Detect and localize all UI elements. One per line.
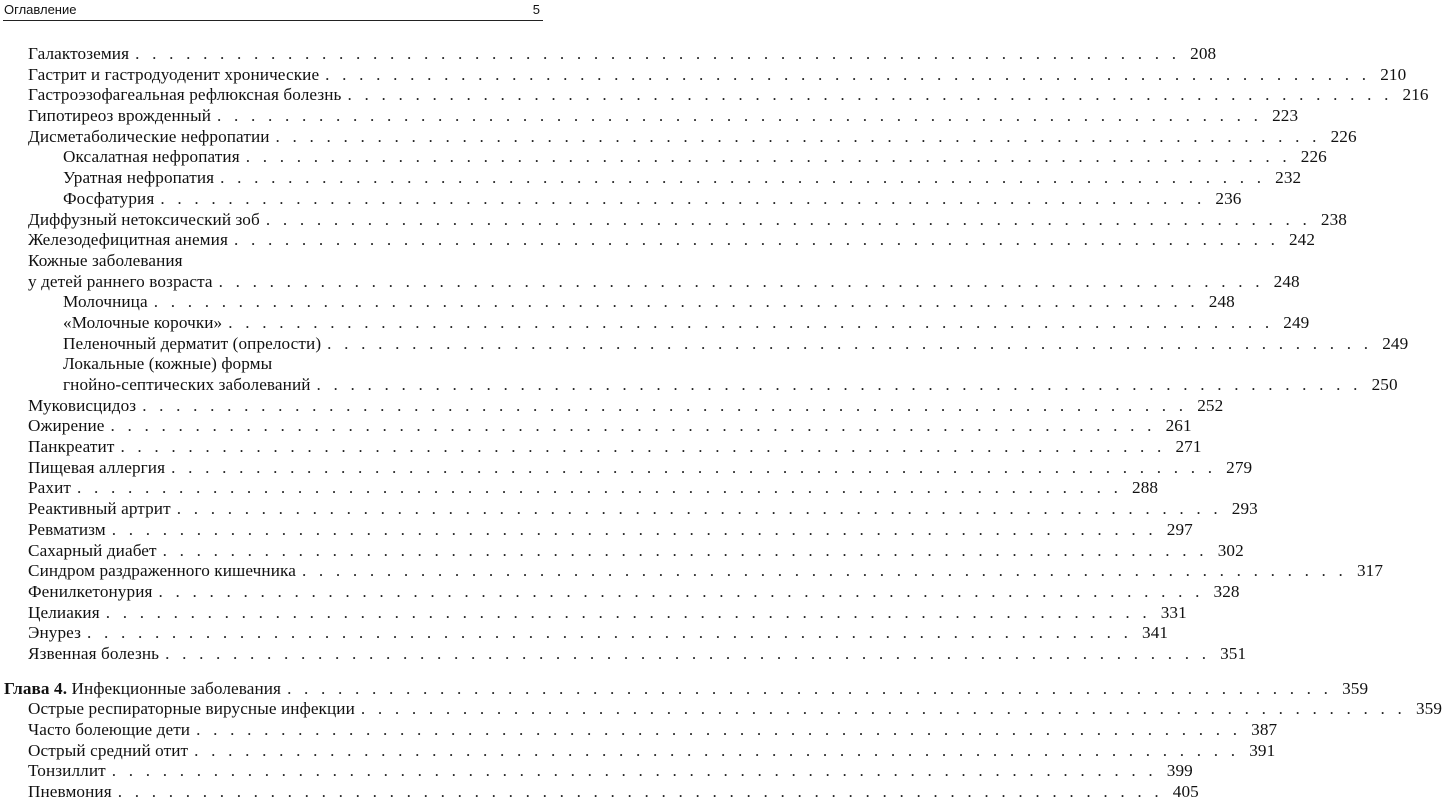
toc-leader-dots: . . . . . . . . . . . . . . . . . . . . . . . . . . . . . . . . . . . . . . . . . . . . . . . . . . . . . . . . . . . . . . bbox=[111, 761, 1157, 781]
toc-entry-page: 261 bbox=[1165, 416, 1192, 436]
toc-entry-title: «Молочные корочки» bbox=[63, 312, 223, 332]
toc-entry-title: у детей раннего возраста bbox=[28, 271, 213, 291]
toc-leader-dots: . . . . . . . . . . . . . . . . . . . . . . . . . . . . . . . . . . . . . . . . . . . . . . . . . . . . . . . . . . . . . . bbox=[120, 437, 1166, 457]
toc-entry-line bbox=[28, 251, 536, 272]
toc-entry-title: Рахит bbox=[28, 478, 71, 498]
toc-entry bbox=[0, 354, 546, 375]
toc-entry-title: Гипотиреоз врожденный bbox=[28, 106, 212, 126]
toc-entry-line bbox=[28, 478, 1159, 499]
toc-entry bbox=[0, 699, 1442, 720]
toc-entry-title: Дисметаболические нефропатии bbox=[28, 126, 270, 146]
toc-entry-title: Локальные (кожные) формы bbox=[63, 354, 273, 374]
toc-entry-page: 293 bbox=[1231, 499, 1258, 519]
chapter-name: Инфекционные заболевания bbox=[71, 678, 282, 698]
toc-entry-title: Язвенная болезнь bbox=[28, 643, 160, 663]
toc-entry bbox=[0, 416, 1192, 437]
toc-entry-page: 250 bbox=[1371, 375, 1398, 394]
toc-entry-line bbox=[28, 64, 1407, 86]
toc-leader-dots: . . . . . . . . . . . . . . . . . . . . . . . . . . . . . . . . . . . . . . . . . . . . . . . . . . . . . . . . . . . . . . bbox=[105, 602, 1151, 622]
toc-leader-dots: . . . . . . . . . . . . . . . . . . . . . . . . . . . . . . . . . . . . . . . . . . . . . . . . . . . . . . . . . . . . . . bbox=[194, 740, 1240, 760]
toc-entry bbox=[0, 540, 1244, 562]
chapter-heading-line bbox=[4, 678, 1369, 700]
chapter-heading bbox=[0, 678, 1369, 700]
toc-leader-dots: . . . . . . . . . . . . . . . . . . . . . . . . . . . . . . . . . . . . . . . . . . . . . . . . . . . . . . . . . . . . . . bbox=[165, 643, 1211, 663]
toc-entry-page: 279 bbox=[1226, 457, 1253, 477]
toc-entry-page: 351 bbox=[1220, 643, 1247, 663]
toc-entry-title: гнойно-септических заболеваний bbox=[63, 375, 311, 394]
toc-entry-title: Пневмония bbox=[28, 782, 112, 802]
toc-entry bbox=[0, 519, 1193, 541]
running-title: Оглавление bbox=[4, 2, 77, 17]
toc-entry-page: 223 bbox=[1272, 106, 1299, 126]
page-header bbox=[0, 0, 546, 22]
toc-entry-line bbox=[28, 106, 1299, 127]
toc-entry-page: 226 bbox=[1300, 147, 1327, 167]
toc-entry-title: Панкреатит bbox=[28, 437, 115, 457]
toc-entry bbox=[0, 643, 1247, 665]
chapter-label: Глава 4. bbox=[4, 678, 68, 698]
toc-entry-line bbox=[63, 147, 1327, 168]
toc-entry-title: Сахарный диабет bbox=[28, 540, 157, 560]
toc-entry-line bbox=[28, 782, 1199, 803]
toc-leader-dots: . . . . . . . . . . . . . . . . . . . . . . . . . . . . . . . . . . . . . . . . . . . . . . . . . . . . . . . . . . . . . . bbox=[77, 478, 1123, 498]
toc-entry bbox=[0, 64, 1407, 86]
toc-leader-dots: . . . . . . . . . . . . . . . . . . . . . . . . . . . . . . . . . . . . . . . . . . . . . . . . . . . . . . . . . . . . . . bbox=[160, 188, 1206, 208]
toc-entry-title: Оксалатная нефропатия bbox=[63, 147, 240, 167]
toc-entry bbox=[0, 478, 1159, 499]
toc-entry bbox=[0, 602, 1187, 624]
toc-entry-page: 391 bbox=[1249, 740, 1276, 760]
toc-entry-title: Ожирение bbox=[28, 416, 105, 436]
toc-leader-dots: . . . . . . . . . . . . . . . . . . . . . . . . . . . . . . . . . . . . . . . . . . . . . . . . . . . . . . . . . . . . . . bbox=[316, 375, 1362, 394]
toc-entry-line bbox=[28, 44, 1217, 65]
toc-entry bbox=[0, 271, 1300, 293]
toc-entry bbox=[0, 209, 1347, 231]
toc-entry bbox=[0, 188, 1242, 210]
toc-leader-dots: . . . . . . . . . . . . . . . . . . . . . . . . . . . . . . . . . . . . . . . . . . . . . . . . . . . . . . . . . . . . . . bbox=[153, 292, 1199, 312]
toc-entry-title: Галактоземия bbox=[28, 44, 130, 63]
toc-entry bbox=[0, 561, 1384, 582]
toc-leader-dots: . . . . . . . . . . . . . . . . . . . . . . . . . . . . . . . . . . . . . . . . . . . . . . . . . . . . . . . . . . . . . . bbox=[171, 457, 1217, 477]
toc-leader-dots: . . . . . . . . . . . . . . . . . . . . . . . . . . . . . . . . . . . . . . . . . . . . . . . . . . . . . . . . . . . . . . bbox=[176, 499, 1222, 519]
toc-entry-title: Железодефицитная анемия bbox=[28, 230, 228, 250]
toc-entry-line bbox=[63, 312, 1310, 334]
toc-entry-line bbox=[63, 354, 536, 375]
toc-entry-line bbox=[28, 643, 1247, 665]
toc-entry-title: Гастроэзофагеальная рефлюксная болезнь bbox=[28, 85, 342, 105]
toc-entry-line bbox=[28, 457, 1253, 479]
toc-entry-page: 249 bbox=[1382, 333, 1409, 353]
toc-entry-line bbox=[63, 375, 1398, 396]
toc-leader-dots: . . . . . . . . . . . . . . . . . . . . . . . . . . . . . . . . . . . . . . . . . . . . . . . . . . . . . . . . . . . . . . bbox=[327, 333, 1373, 353]
toc-entry-title: Острый средний отит bbox=[28, 740, 189, 760]
toc-entry-page: 238 bbox=[1320, 209, 1347, 229]
toc-entry bbox=[0, 437, 1202, 458]
toc-leader-dots: . . . . . . . . . . . . . . . . . . . . . . . . . . . . . . . . . . . . . . . . . . . . . . . . . . . . . . . . . . . . . . bbox=[275, 126, 1321, 146]
toc-entry-page: 210 bbox=[1380, 64, 1407, 84]
toc-entry-title: Реактивный артрит bbox=[28, 499, 171, 519]
toc-entry-page: 208 bbox=[1190, 44, 1217, 63]
toc-entry-page: 216 bbox=[1402, 85, 1429, 105]
toc-leader-dots: . . . . . . . . . . . . . . . . . . . . . . . . . . . . . . . . . . . . . . . . . . . . . . . . . . . . . . . . . . . . . . bbox=[196, 720, 1242, 739]
toc-entry bbox=[0, 333, 1409, 355]
toc-entry-line bbox=[28, 437, 1202, 458]
toc-entry-page: 242 bbox=[1288, 230, 1316, 250]
toc-entry-line bbox=[28, 602, 1187, 624]
toc-entry-title: Уратная нефропатия bbox=[63, 168, 215, 188]
toc-entry bbox=[0, 623, 1169, 644]
toc-entry-page: 399 bbox=[1166, 761, 1193, 781]
toc-leader-dots: . . . . . . . . . . . . . . . . . . . . . . . . . . . . . . . . . . . . . . . . . . . . . . . . . . . . . . . . . . . . . . bbox=[233, 230, 1280, 250]
toc-leader-dots: . . . . . . . . . . . . . . . . . . . . . . . . . . . . . . . . . . . . . . . . . . . . . . . . . . . . . . . . . . . . . . bbox=[360, 699, 1407, 719]
toc-entry-line bbox=[28, 230, 1316, 251]
toc-leader-dots: . . . . . . . . . . . . . . . . . . . . . . . . . . . . . . . . . . . . . . . . . . . . . . . . . . . . . . . . . . . . . . bbox=[325, 64, 1371, 84]
toc-entry-page: 249 bbox=[1283, 312, 1310, 332]
toc-entry-page: 248 bbox=[1273, 271, 1300, 291]
toc-entry-line bbox=[28, 540, 1244, 562]
toc-entry bbox=[0, 147, 1327, 168]
toc-entry-line bbox=[63, 333, 1409, 355]
toc-entry-title: Тонзиллит bbox=[28, 761, 106, 781]
toc-entry-line bbox=[28, 519, 1193, 541]
toc-entry-title: Фосфатурия bbox=[63, 188, 155, 208]
toc-entry bbox=[0, 761, 1193, 782]
toc-entry-title: Часто болеющие дети bbox=[28, 720, 191, 739]
toc-leader-dots: . . . . . . . . . . . . . . . . . . . . . . . . . . . . . . . . . . . . . . . . . . . . . . . . . . . . . . . . . . . . . . bbox=[135, 44, 1181, 63]
toc-entry-page: 341 bbox=[1142, 623, 1169, 643]
toc-entry bbox=[0, 457, 1253, 479]
toc-entry-line bbox=[63, 292, 1235, 313]
toc-entry bbox=[0, 782, 1199, 803]
toc-entry bbox=[0, 499, 1258, 520]
toc-leader-dots: . . . . . . . . . . . . . . . . . . . . . . . . . . . . . . . . . . . . . . . . . . . . . . . . . . . . . . . . . . . . . . bbox=[110, 416, 1156, 436]
toc-entry-line bbox=[28, 761, 1193, 782]
toc-entry-line bbox=[28, 740, 1276, 762]
toc-entry-line bbox=[28, 271, 1300, 293]
toc-entry-title: Острые респираторные вирусные инфекции bbox=[28, 699, 355, 719]
toc-leader-dots: . . . . . . . . . . . . . . . . . . . . . . . . . . . . . . . . . . . . . . . . . . . . . . . . . . . . . . . . . . . . . . bbox=[86, 623, 1133, 643]
toc-entry-line bbox=[28, 623, 1169, 644]
toc-entry-page: 405 bbox=[1172, 782, 1199, 802]
toc-leader-dots: . . . . . . . . . . . . . . . . . . . . . . . . . . . . . . . . . . . . . . . . . . . . . . . . . . . . . . . . . . . . . . bbox=[158, 581, 1204, 601]
toc-leader-dots: . . . . . . . . . . . . . . . . . . . . . . . . . . . . . . . . . . . . . . . . . . . . . . . . . . . . . . . . . . . . . . bbox=[220, 168, 1266, 188]
toc-entry bbox=[0, 251, 546, 272]
toc-entry-page: 248 bbox=[1208, 292, 1235, 312]
toc-entry bbox=[0, 126, 1357, 148]
toc-entry-page: 226 bbox=[1330, 126, 1357, 146]
toc-entry-page: 317 bbox=[1356, 561, 1384, 581]
toc-entry bbox=[0, 720, 1278, 741]
toc-leader-dots: . . . . . . . . . . . . . . . . . . . . . . . . . . . . . . . . . . . . . . . . . . . . . . . . . . . . . . . . . . . . . . bbox=[142, 395, 1188, 415]
toc-entry-page: 387 bbox=[1251, 720, 1278, 739]
toc-entry-line bbox=[63, 168, 1302, 189]
chapter-title bbox=[4, 679, 281, 700]
toc-entry-page: 236 bbox=[1215, 188, 1242, 208]
toc-entry bbox=[0, 395, 1224, 417]
toc-entry-line bbox=[28, 416, 1192, 437]
toc-entry bbox=[0, 312, 1310, 334]
toc-entry-title: Молочница bbox=[63, 292, 148, 312]
toc-leader-dots: . . . . . . . . . . . . . . . . . . . . . . . . . . . . . . . . . . . . . . . . . . . . . . . . . . . . . . . . . . . . . . bbox=[217, 106, 1263, 126]
chapter-page: 359 bbox=[1342, 678, 1369, 698]
toc-entry bbox=[0, 230, 1316, 251]
toc-leader-dots: . . . . . . . . . . . . . . . . . . . . . . . . . . . . . . . . . . . . . . . . . . . . . . . . . . . . . . . . . . . . . . bbox=[347, 85, 1393, 105]
toc-entry bbox=[0, 740, 1276, 762]
toc-entry bbox=[0, 581, 1240, 603]
toc-entry bbox=[0, 375, 1398, 396]
toc-leader-dots: . . . . . . . . . . . . . . . . . . . . . . . . . . . . . . . . . . . . . . . . . . . . . . . . . . . . . . . . . . . . . . bbox=[111, 519, 1157, 539]
toc-entry bbox=[0, 44, 1217, 65]
toc-entry-title: Кожные заболевания bbox=[28, 250, 183, 270]
toc-entry-line bbox=[28, 581, 1240, 603]
toc-entry-page: 302 bbox=[1217, 540, 1244, 560]
toc-entry-title: Фенилкетонурия bbox=[28, 581, 153, 601]
toc-entry-line bbox=[28, 699, 1442, 720]
toc-entry bbox=[0, 106, 1299, 127]
toc-entry-page: 297 bbox=[1166, 519, 1193, 539]
toc-leader-dots: . . . . . . . . . . . . . . . . . . . . . . . . . . . . . . . . . . . . . . . . . . . . . . . . . . . . . . . . . . . . . . bbox=[218, 271, 1264, 291]
toc-entry-page: 232 bbox=[1275, 168, 1302, 188]
toc-entry bbox=[0, 168, 1302, 189]
toc-entry-line bbox=[28, 561, 1384, 582]
toc-entry-page: 359 bbox=[1415, 699, 1442, 719]
toc-entry-page: 331 bbox=[1160, 602, 1187, 622]
toc-entry bbox=[0, 85, 1429, 106]
toc-leader-dots: . . . . . . . . . . . . . . . . . . . . . . . . . . . . . . . . . . . . . . . . . . . . . . . . . . . . . . . . . . . . . . bbox=[228, 312, 1274, 332]
toc-entry-line bbox=[63, 188, 1242, 210]
toc-leader-dots: . . . . . . . . . . . . . . . . . . . . . . . . . . . . . . . . . . . . . . . . . . . . . . . . . . . . . . . . . . . . . . bbox=[301, 561, 1348, 581]
toc-entry-title: Диффузный нетоксический зоб bbox=[28, 209, 260, 229]
toc-entry-title: Гастрит и гастродуоденит хронические bbox=[28, 64, 320, 84]
toc-entry-line bbox=[28, 85, 1429, 106]
toc-leader-dots: . . . . . . . . . . . . . . . . . . . . . . . . . . . . . . . . . . . . . . . . . . . . . . . . . . . . . . . . . . . . . . bbox=[117, 782, 1163, 802]
toc-entry-page: 328 bbox=[1213, 581, 1240, 601]
toc-entry-line bbox=[28, 126, 1357, 148]
toc-entry-title: Муковисцидоз bbox=[28, 395, 137, 415]
table-of-contents bbox=[0, 44, 1442, 803]
toc-entry-title: Целиакия bbox=[28, 602, 100, 622]
toc-entry-page: 252 bbox=[1197, 395, 1224, 415]
toc-leader-dots: . . . . . . . . . . . . . . . . . . . . . . . . . . . . . . . . . . . . . . . . . . . . . . . . . . . . . . . . . . . . . . bbox=[287, 678, 1333, 698]
toc-entry-title: Энурез bbox=[28, 623, 81, 643]
header-rule bbox=[3, 20, 543, 21]
toc-entry-line bbox=[28, 209, 1347, 231]
toc-leader-dots: . . . . . . . . . . . . . . . . . . . . . . . . . . . . . . . . . . . . . . . . . . . . . . . . . . . . . . . . . . . . . . bbox=[162, 540, 1208, 560]
toc-entry-line bbox=[28, 499, 1258, 520]
toc-entry bbox=[0, 292, 1235, 313]
toc-entry-title: Ревматизм bbox=[28, 519, 106, 539]
toc-leader-dots: . . . . . . . . . . . . . . . . . . . . . . . . . . . . . . . . . . . . . . . . . . . . . . . . . . . . . . . . . . . . . . bbox=[265, 209, 1311, 229]
toc-entry-title: Пищевая аллергия bbox=[28, 457, 166, 477]
toc-entry-page: 271 bbox=[1175, 437, 1202, 457]
toc-entry-title: Синдром раздраженного кишечника bbox=[28, 561, 296, 581]
toc-entry-title: Пеленочный дерматит (опрелости) bbox=[63, 333, 322, 353]
toc-leader-dots: . . . . . . . . . . . . . . . . . . . . . . . . . . . . . . . . . . . . . . . . . . . . . . . . . . . . . . . . . . . . . . bbox=[245, 147, 1291, 167]
page-number: 5 bbox=[532, 2, 540, 17]
toc-entry-line bbox=[28, 395, 1224, 417]
toc-entry-page: 288 bbox=[1132, 478, 1159, 498]
toc-entry-line bbox=[28, 720, 1278, 741]
